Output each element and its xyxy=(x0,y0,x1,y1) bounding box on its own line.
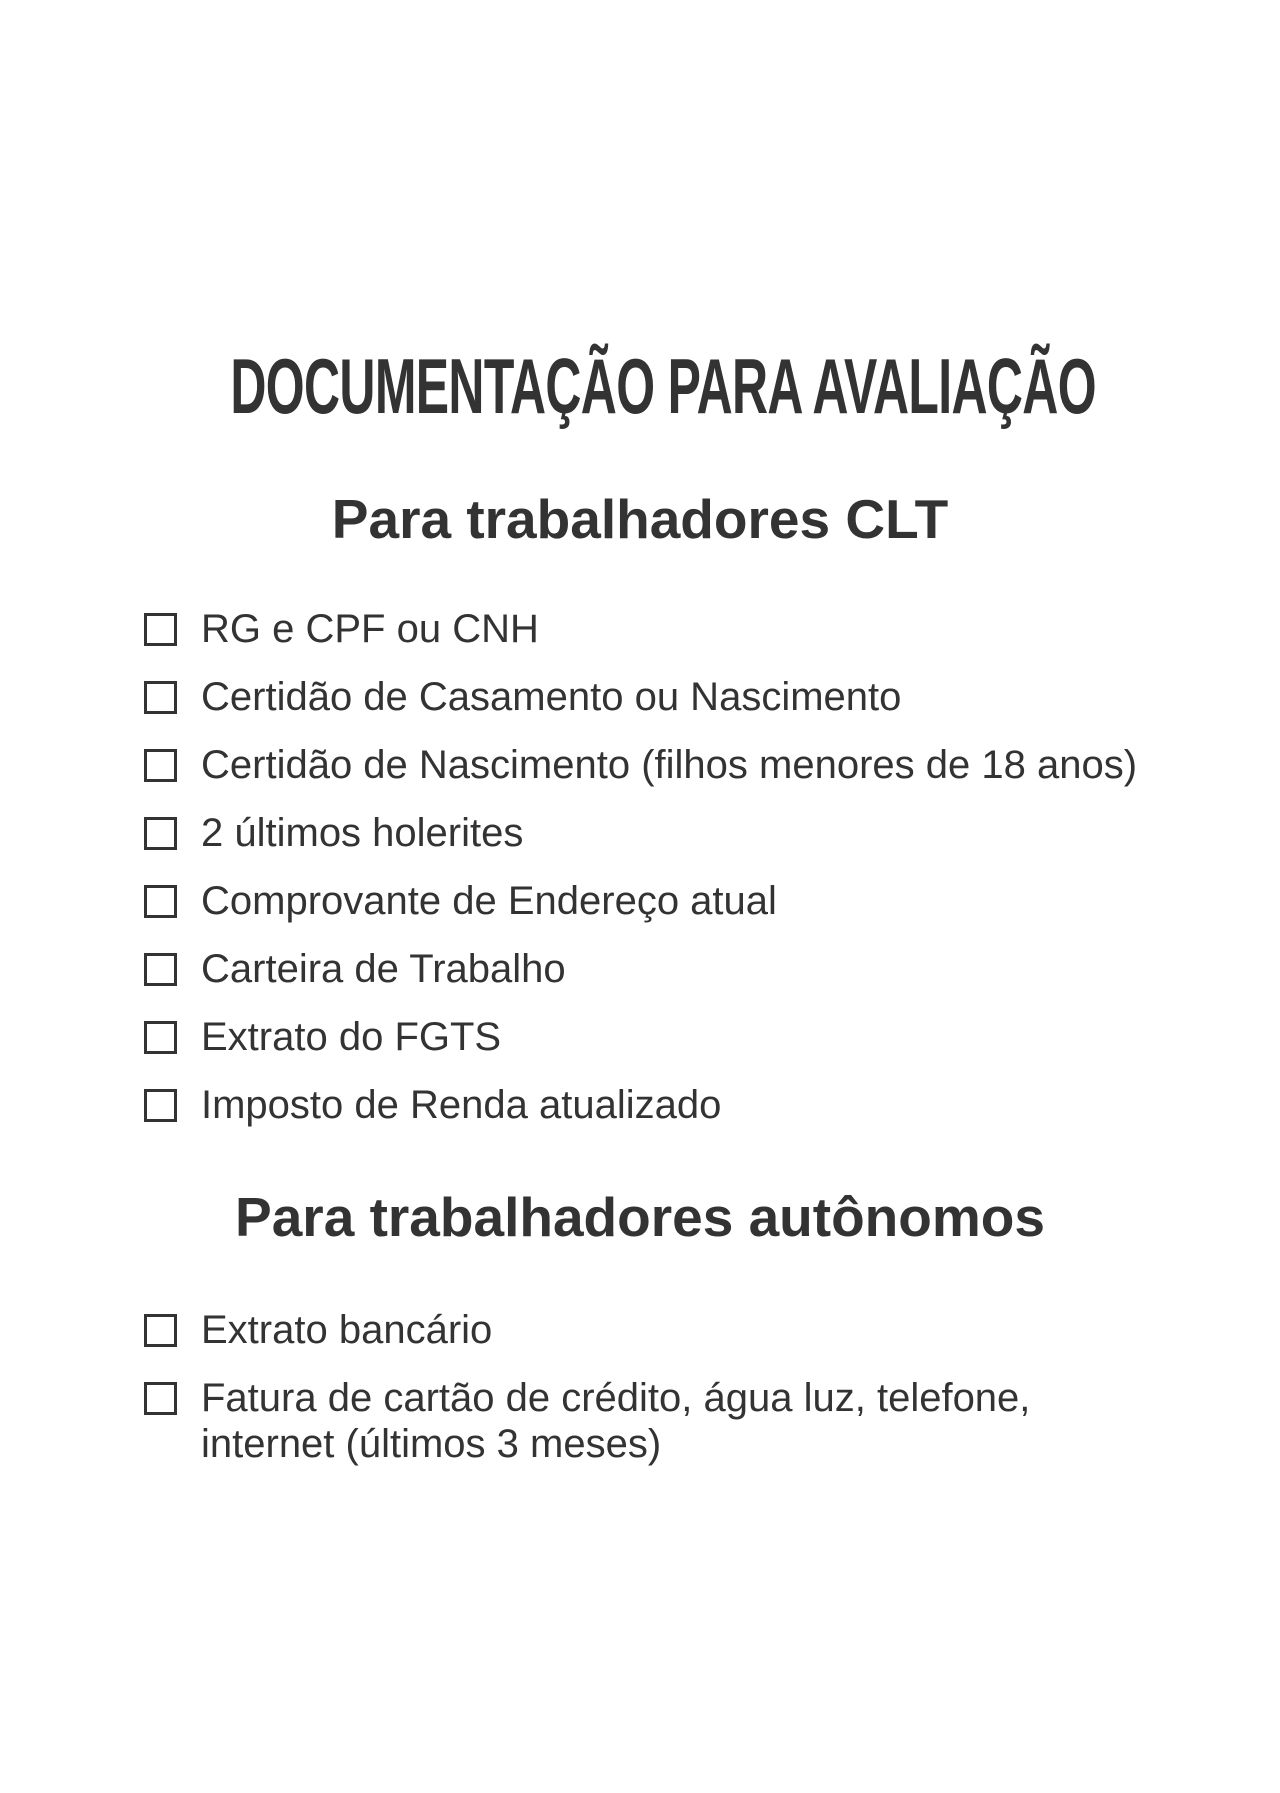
checklist-item xyxy=(144,674,1137,742)
checkbox[interactable] xyxy=(144,613,177,646)
checklist-item xyxy=(144,742,1137,810)
checklist-item-label: Extrato bancário xyxy=(201,1308,493,1352)
checkbox[interactable] xyxy=(144,953,177,986)
section-heading-autonomos: Para trabalhadores autônomos xyxy=(235,1186,1045,1248)
checklist-item xyxy=(144,810,1137,878)
checklist-item-label: Certidão de Casamento ou Nascimento xyxy=(201,675,902,719)
checkbox[interactable] xyxy=(144,749,177,782)
checklist-item-label: RG e CPF ou CNH xyxy=(201,607,539,651)
checkbox[interactable] xyxy=(144,681,177,714)
checklist-item-label: Fatura de cartão de crédito, água luz, telefone, internet (últimos 3 meses) xyxy=(201,1376,1031,1466)
checklist-item-label: Comprovante de Endereço atual xyxy=(201,879,777,923)
checklist-item-label: Imposto de Renda atualizado xyxy=(201,1083,722,1127)
checklist-item xyxy=(144,606,1137,674)
checklist-item xyxy=(144,1082,1137,1150)
checkbox[interactable] xyxy=(144,885,177,918)
checkbox[interactable] xyxy=(144,1021,177,1054)
checklist-item-label: Certidão de Nascimento (filhos menores de 18 anos) xyxy=(201,743,1138,787)
checklist-item-label: Extrato do FGTS xyxy=(201,1015,502,1059)
checklist-item-label: Carteira de Trabalho xyxy=(201,947,566,991)
checkbox[interactable] xyxy=(144,1089,177,1122)
checklist-item xyxy=(144,1014,1137,1082)
checklist-item xyxy=(144,878,1137,946)
checklist-item xyxy=(144,946,1137,1014)
checkbox[interactable] xyxy=(144,1314,177,1347)
checkbox[interactable] xyxy=(144,817,177,850)
checklist-autonomos xyxy=(144,1307,1141,1467)
checklist-item-label: 2 últimos holerites xyxy=(201,811,524,855)
checklist-item xyxy=(144,1307,1141,1375)
page-title: DOCUMENTAÇÃO PARA AVALIAÇÃO xyxy=(230,342,1096,430)
section-heading-clt: Para trabalhadores CLT xyxy=(331,488,949,550)
checklist-clt xyxy=(144,606,1137,1150)
checklist-item xyxy=(144,1375,1141,1467)
checkbox[interactable] xyxy=(144,1382,177,1415)
